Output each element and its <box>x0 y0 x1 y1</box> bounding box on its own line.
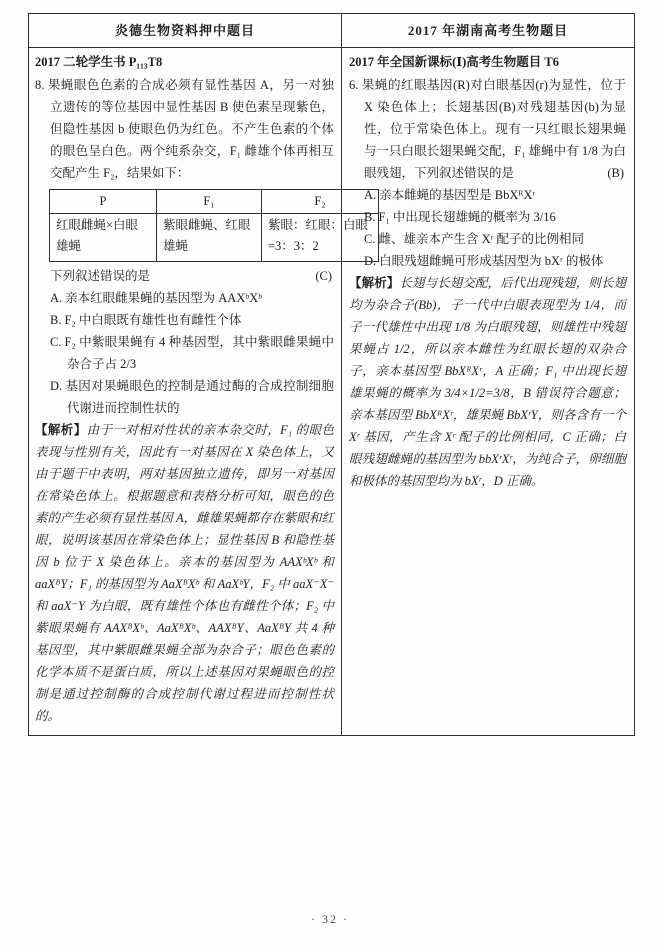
option-label: B. <box>50 313 62 327</box>
header-cell-left: 炎德生物资料押中题目 <box>29 14 342 47</box>
cross-table-header-f1: F₁ <box>157 190 262 214</box>
option-text: 白眼残翅雌蝇可形成基因型为 bXʳ 的极体 <box>379 254 604 268</box>
option-label: D. <box>364 254 377 268</box>
cross-table-header-p: P <box>50 190 157 214</box>
right-column <box>342 48 634 735</box>
option-text: F₂ 中白眼既有雄性也有雌性个体 <box>64 313 242 327</box>
left-question-stem <box>35 265 334 287</box>
analysis-label: 【解析】 <box>349 276 400 290</box>
analysis-label: 【解析】 <box>35 423 87 437</box>
option-label: B. <box>364 210 376 224</box>
right-options <box>349 184 626 272</box>
right-option-d <box>349 250 626 272</box>
right-answer-letter: (B) <box>607 166 624 180</box>
option-text: 雌、雄亲本产生含 Xʳ 配子的比例相同 <box>378 232 584 246</box>
page-number: · 32 · <box>311 912 349 926</box>
left-option-c <box>35 331 334 375</box>
left-column <box>29 48 369 735</box>
comparison-table <box>28 13 635 736</box>
left-option-b <box>35 309 334 331</box>
right-option-a <box>349 184 626 206</box>
right-question-number: 6. <box>349 78 359 92</box>
left-option-a <box>35 287 334 309</box>
option-label: C. <box>364 232 376 246</box>
left-stem-text: 下列叙述错误的是 <box>50 269 151 283</box>
header-cell-right: 2017 年湖南高考生物题目 <box>407 23 569 38</box>
cross-result-table <box>49 189 379 262</box>
cross-table-header-f2: F₂ <box>262 190 379 214</box>
table-header-row <box>29 14 634 48</box>
left-question-number: 8. <box>35 78 45 92</box>
left-source-title: 2017 二轮学生书 P₁₁₃T8 <box>35 55 163 69</box>
option-label: A. <box>50 291 63 305</box>
option-label: C. <box>50 335 62 349</box>
analysis-text: 由于一对相对性状的亲本杂交时，F₁ 的眼色表现与性别有关，因此有一对基因在 X 染色体上，又由于题干中表明，两对基因独立遗传，即另一对基因在常染色体上。根据题意和表格分析可知，眼色的色素的产生必须有显性基因 A，雌雄果蝇都存在紫眼和红眼，说明该基因在常染色体上；显性基因 B 和隐性基因 b 位于 X 染色体上。亲本的基因型为 AAXᵇXᵇ 和 aaXᴮY；F₁ 的基因型为 AaXᴮXᵇ 和 AaXᵇY，F₂ 中 aaX⁻X⁻ 和 aaX⁻Y 为白眼，既有雄性个体也有雌性个体；F₂ 中紫眼果蝇有 AAXᴮXᵇ、AaXᴮXᵇ、AAXᴮY、AaXᴮY 共 4 种基因型，其中紫眼雌果蝇全部为杂合子；眼色色素的化学本质不是蛋白质，所以上述基因对果蝇眼色的控制是通过控制酶的合成控制代谢过程进而控制性状的。 <box>35 423 334 723</box>
right-analysis <box>349 272 626 492</box>
left-options <box>35 287 334 419</box>
right-option-c <box>349 228 626 250</box>
cross-table-data-row <box>50 214 379 262</box>
option-text: 亲本雌蝇的基因型是 BbXᴿXʳ <box>379 188 536 202</box>
left-option-d <box>35 375 334 419</box>
option-label: D. <box>50 379 63 393</box>
right-source-title: 2017 年全国新课标(Ⅰ)高考生物题目 T6 <box>349 55 560 69</box>
option-label: A. <box>364 188 377 202</box>
left-answer-letter: (C) <box>315 269 332 283</box>
left-analysis <box>35 419 334 727</box>
option-text: 亲本红眼雌果蝇的基因型为 AAXᵇXᵇ <box>65 291 263 305</box>
option-text: 基因对果蝇眼色的控制是通过酶的合成控制细胞代谢进而控制性状的 <box>65 379 334 415</box>
cross-table-header-row <box>50 190 379 214</box>
analysis-text: 长翅与长翅交配，后代出现残翅，则长翅均为杂合子(Bb)，子一代中白眼表现型为 1/4，而子一代雄性中出现 1/8 为白眼残翅，则雄性中残翅果蝇占 1/2，所以亲本雌性为红眼长翅的双杂合子，亲本基因型 BbXᴿXʳ，A 正确；F₁ 中出现长翅雄果蝇的概率为 3/4×1/2=3/8，B 错误符合题意；亲本基因型 BbXᴿXʳ，雄果蝇 BbXʳY，则各含有一个 Xʳ 基因，产生含 Xʳ 配子的比例相同，C 正确；白眼残翅雌蝇的基因型为 bbXʳXʳ，为纯合子，卵细胞和极体的基因型均为 bXʳ，D 正确。 <box>349 276 626 488</box>
cross-table-cell-p: 红眼雌蝇×白眼雄蝇 <box>50 214 157 262</box>
left-question <box>35 74 334 184</box>
right-option-b <box>349 206 626 228</box>
table-body-row <box>29 48 634 735</box>
option-text: F₁ 中出现长翅雄蝇的概率为 3/16 <box>378 210 556 224</box>
cross-table-cell-f2: 紫眼：红眼：白眼=3：3：2 <box>262 214 379 262</box>
cross-table-cell-f1: 紫眼雌蝇、红眼雄蝇 <box>157 214 262 262</box>
option-text: F₂ 中紫眼果蝇有 4 种基因型，其中紫眼雌果蝇中杂合子占 2/3 <box>64 335 334 371</box>
left-question-text: 果蝇眼色色素的合成必须有显性基因 A，另一对独立遗传的等位基因中显性基因 B 使色素呈现紫色，但隐性基因 b 使眼色仍为红色。不产生色素的个体的眼色呈白色。两个纯系杂交，F₁ 雌雄个体再相互交配产生 F₂，结果如下： <box>47 78 334 180</box>
right-question-text: 果蝇的红眼基因(R)对白眼基因(r)为显性，位于 X 染色体上；长翅基因(B)对残翅基因(b)为显性，位于常染色体上。现有一只红眼长翅果蝇与一只白眼长翅果蝇交配，F₁ 雄蝇中有 1/8 为白眼残翅，下列叙述错误的是 <box>361 78 626 180</box>
right-question <box>349 74 626 184</box>
